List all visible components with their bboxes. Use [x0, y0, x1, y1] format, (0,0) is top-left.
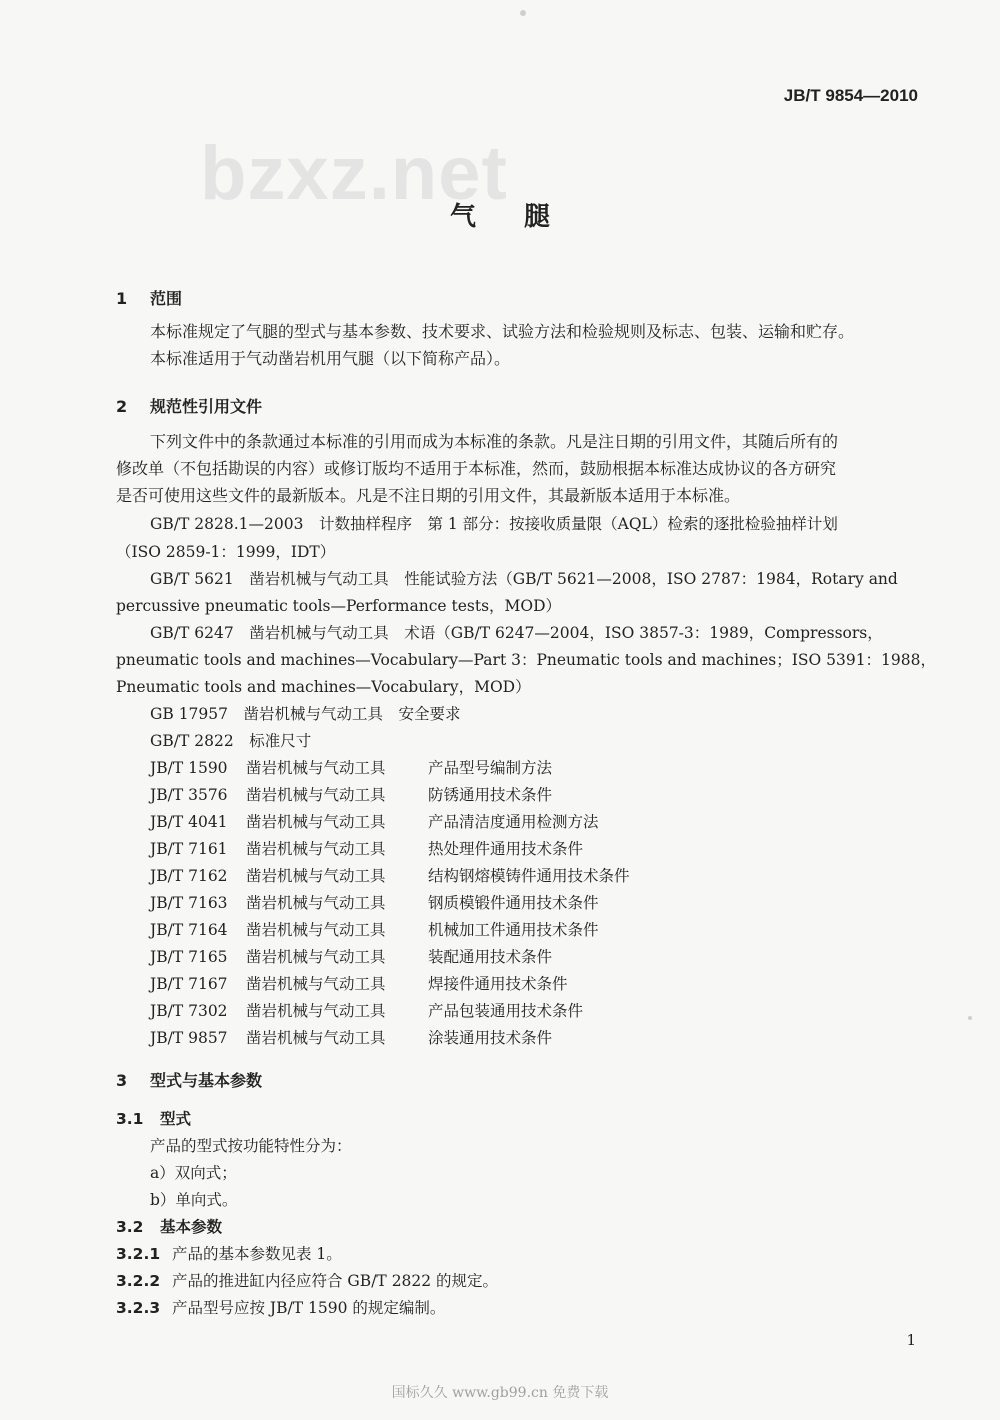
clause-text: 产品的推进缸内径应符合 GB/T 2822 的规定。 [172, 1272, 499, 1290]
reference-category: 凿岩机械与气动工具 [246, 1002, 386, 1020]
paragraph: 本标准规定了气腿的型式与基本参数、技术要求、试验方法和检验规则及标志、包装、运输和贮存。 [150, 322, 855, 341]
reference-title: 装配通用技术条件 [428, 948, 553, 966]
reference-row [150, 945, 552, 967]
section-number: 3 [116, 1071, 128, 1090]
paragraph: 本标准适用于气动凿岩机用气腿（以下简称产品）。 [150, 349, 511, 368]
watermark-logo: bzxz.net [200, 131, 508, 216]
reference-title: 产品清洁度通用检测方法 [428, 813, 599, 831]
section-number: 1 [116, 289, 128, 308]
list-item: a）双向式； [150, 1164, 237, 1182]
reference-category: 凿岩机械与气动工具 [246, 1029, 386, 1047]
clause-text: 产品的基本参数见表 1。 [172, 1245, 342, 1263]
list-item: b）单向式。 [150, 1191, 238, 1209]
reference-row [150, 972, 568, 994]
reference-category: 凿岩机械与气动工具 [246, 840, 386, 858]
reference-title: 结构钢熔模铸件通用技术条件 [428, 867, 630, 885]
source-footer: 国标久久 www.gb99.cn 免费下载 [391, 1385, 609, 1401]
reference-row [150, 918, 599, 940]
subsection-title: 型式 [160, 1110, 192, 1128]
section-number: 2 [116, 397, 128, 416]
reference-title: 焊接件通用技术条件 [428, 975, 568, 993]
reference-code: JB/T 7161 [150, 840, 228, 858]
clause [116, 1296, 445, 1318]
clause-number: 3.2.2 [116, 1272, 161, 1290]
subsection-title: 基本参数 [160, 1218, 223, 1236]
reference-code: JB/T 9857 [150, 1029, 228, 1047]
clause-number: 3.2.1 [116, 1245, 161, 1263]
reference-line: Pneumatic tools and machines—Vocabulary，MOD） [116, 678, 531, 696]
reference-category: 凿岩机械与气动工具 [246, 813, 386, 831]
reference-row [150, 864, 630, 886]
reference-line: （ISO 2859-1：1999，IDT） [116, 543, 336, 561]
paragraph-line: 修改单（不包括勘误的内容）或修订版均不适用于本标准，然而，鼓励根据本标准达成协议的各方研究 [116, 459, 837, 478]
reference-line: GB/T 2828.1—2003 计数抽样程序 第 1 部分：按接收质量限（AQL）检索的逐批检验抽样计划 [150, 515, 838, 533]
reference-row [150, 837, 583, 859]
paragraph-line: 下列文件中的条款通过本标准的引用而成为本标准的条款。凡是注日期的引用文件，其随后所有的 [150, 432, 839, 451]
reference-category: 凿岩机械与气动工具 [246, 948, 386, 966]
reference-category: 凿岩机械与气动工具 [246, 894, 386, 912]
reference-category: 凿岩机械与气动工具 [246, 867, 386, 885]
reference-title: 产品型号编制方法 [428, 759, 553, 777]
standard-code: JB/T 9854—2010 [783, 86, 918, 105]
reference-line: GB/T 5621 凿岩机械与气动工具 性能试验方法（GB/T 5621—2008，ISO 2787：1984，Rotary and [150, 570, 898, 588]
subsection-3-1-heading [116, 1107, 191, 1129]
reference-code: JB/T 4041 [150, 813, 228, 831]
paragraph-line: 是否可使用这些文件的最新版本。凡是不注日期的引用文件，其最新版本适用于本标准。 [116, 486, 741, 505]
reference-row [150, 999, 583, 1021]
reference-code: JB/T 7162 [150, 867, 228, 885]
reference-line: GB/T 2822 标准尺寸 [150, 732, 312, 750]
reference-title: 防锈通用技术条件 [428, 786, 553, 804]
reference-row [150, 891, 599, 913]
paragraph: 产品的型式按功能特性分为： [150, 1137, 352, 1155]
subsection-3-2-heading [116, 1215, 222, 1237]
reference-code: JB/T 3576 [150, 786, 228, 804]
section-3-heading [116, 1068, 262, 1091]
reference-code: JB/T 1590 [150, 759, 228, 777]
clause-number: 3.2.3 [116, 1299, 161, 1317]
reference-line: percussive pneumatic tools—Performance tests，MOD） [116, 597, 562, 615]
reference-code: JB/T 7164 [150, 921, 228, 939]
page-number: 1 [906, 1331, 916, 1349]
section-title: 型式与基本参数 [150, 1071, 263, 1090]
reference-title: 机械加工件通用技术条件 [428, 921, 599, 939]
section-1-heading [116, 286, 182, 309]
reference-code: JB/T 7302 [150, 1002, 228, 1020]
subsection-number: 3.2 [116, 1218, 144, 1236]
clause [116, 1242, 342, 1264]
reference-title: 钢质模锻件通用技术条件 [428, 894, 599, 912]
reference-line: GB/T 6247 凿岩机械与气动工具 术语（GB/T 6247—2004，ISO 3857-3：1989，Compressors， [150, 624, 883, 642]
reference-category: 凿岩机械与气动工具 [246, 975, 386, 993]
subsection-number: 3.1 [116, 1110, 144, 1128]
section-2-heading [116, 394, 262, 417]
reference-line: GB 17957 凿岩机械与气动工具 安全要求 [150, 705, 461, 723]
reference-category: 凿岩机械与气动工具 [246, 759, 386, 777]
page-title: 气腿 [449, 202, 598, 232]
reference-row [150, 1026, 552, 1048]
reference-title: 热处理件通用技术条件 [428, 840, 584, 858]
reference-code: JB/T 7165 [150, 948, 228, 966]
clause-text: 产品型号应按 JB/T 1590 的规定编制。 [172, 1299, 446, 1317]
reference-code: JB/T 7167 [150, 975, 228, 993]
reference-row [150, 756, 552, 778]
reference-title: 涂装通用技术条件 [428, 1029, 553, 1047]
section-title: 规范性引用文件 [150, 397, 263, 416]
clause [116, 1269, 498, 1291]
reference-category: 凿岩机械与气动工具 [246, 921, 386, 939]
scan-speck [520, 10, 526, 16]
section-title: 范围 [150, 289, 183, 308]
reference-row [150, 810, 599, 832]
reference-line: pneumatic tools and machines—Vocabulary—Part 3：Pneumatic tools and machines；ISO 5391：1988， [116, 651, 937, 669]
reference-code: JB/T 7163 [150, 894, 228, 912]
reference-category: 凿岩机械与气动工具 [246, 786, 386, 804]
reference-title: 产品包装通用技术条件 [428, 1002, 584, 1020]
reference-row [150, 783, 552, 805]
scan-speck [968, 1016, 972, 1020]
